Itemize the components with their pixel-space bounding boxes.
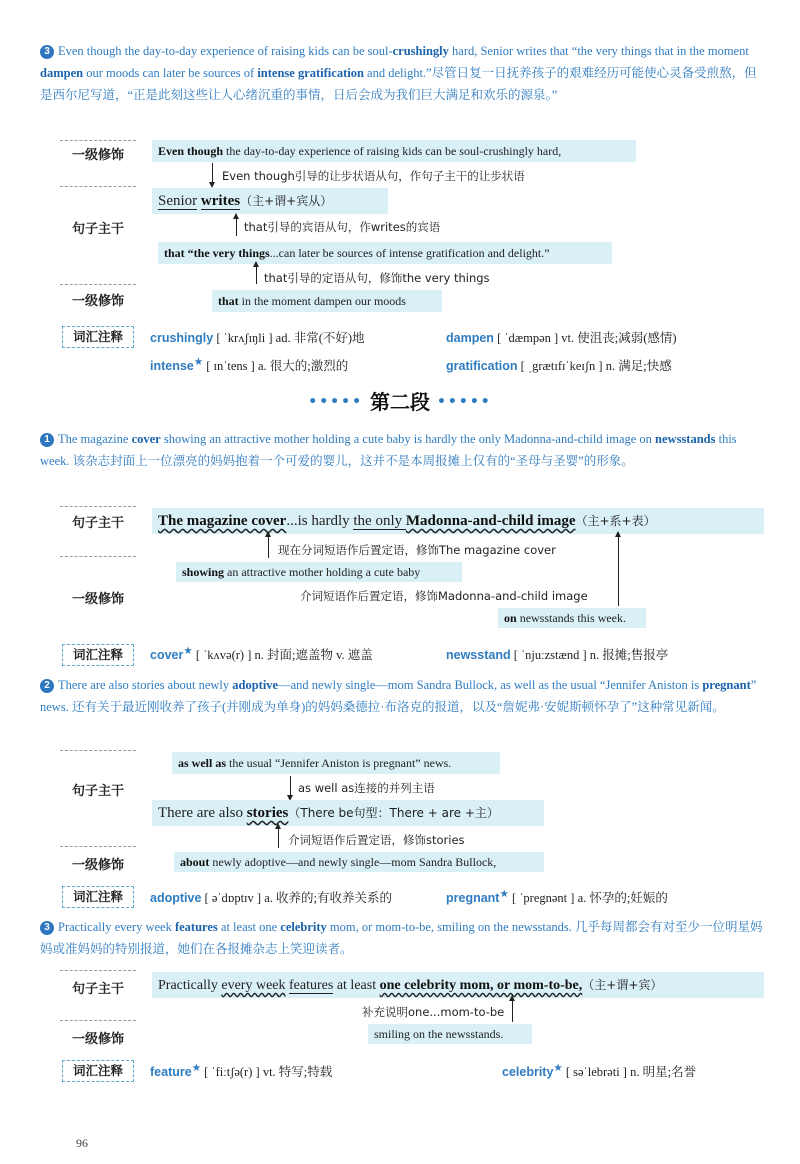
diagram-note: 介词短语作后置定语，修饰Madonna-and-child image — [300, 589, 588, 603]
paragraph-2-sentence-3: 3 Practically every week features at least one celebrity mom, or mom-to-be, smiling on the newsstands. 几乎每周都会有对至少一位明星妈妈或准妈妈的特别报道，她们在各报摊杂志上笑迎读者。 — [40, 920, 763, 956]
vocab-entry: feature★ [ ˈfiːtʃə(r) ] vt. 特写;特载 — [150, 1063, 333, 1080]
star-icon: ★ — [183, 646, 193, 657]
diagram-note: that引导的宾语从句，作writes的宾语 — [244, 220, 441, 234]
star-icon: ★ — [499, 889, 509, 900]
diagram-modifier-clause: about newly adoptive—and newly single—mom Sandra Bullock, — [180, 855, 497, 869]
diagram-main-clause: Senior writes（主+谓+宾从） — [158, 193, 333, 209]
diagram-note: as well as连接的并列主语 — [298, 781, 435, 795]
paragraph-2-sentence-2: 2 There are also stories about newly adoptive—and newly single—mom Sandra Bullock, as well as the usual “Jennifer Aniston is pregnant” news. 还有关于最近刚收养了孩子(并刚成为单身)的妈妈桑德拉·布洛克的报道，以及“詹妮弗·安妮斯顿怀孕了”这种常见新闻。 — [40, 678, 757, 714]
diagram-note: Even though引导的让步状语从句，作句子主干的让步状语 — [222, 169, 525, 183]
diagram-object-clause: that “the very things...can later be sources of intense gratification and delight.” — [164, 246, 550, 260]
diagram-modifier-clause: that in the moment dampen our moods — [218, 294, 406, 308]
diagram-note: 现在分词短语作后置定语，修饰The magazine cover — [278, 543, 556, 557]
diagram-note: 介词短语作后置定语，修饰stories — [288, 833, 465, 847]
vocab-entry: newsstand [ ˈnjuːzstænd ] n. 报摊;售报亭 — [446, 648, 669, 662]
diagram-label-main: 句子主干 — [71, 222, 124, 237]
vocab-entry: celebrity★ [ səˈlebrəti ] n. 明星;名誉 — [502, 1063, 697, 1080]
diagram-note: that引导的定语从句，修饰the very things — [264, 271, 490, 285]
diagram-label-main: 句子主干 — [71, 784, 124, 799]
vocab-entry: intense★ [ ɪnˈtens ] a. 很大的;激烈的 — [150, 357, 349, 374]
diagram-label-main: 句子主干 — [71, 516, 124, 531]
vocab-tag: 词汇注释 — [62, 1060, 134, 1082]
diagram-label-modifier: 一级修饰 — [71, 1032, 124, 1047]
decorative-dots-icon: ••••• — [308, 394, 364, 410]
vocab-tag: 词汇注释 — [62, 886, 134, 908]
sentence-number-badge: 3 — [40, 45, 54, 59]
chinese-translation: 还有关于最近刚收养了孩子(并刚成为单身)的妈妈桑德拉·布洛克的报道，以及“詹妮弗·安妮斯顿怀孕了”这种常见新闻。 — [71, 700, 725, 714]
diagram-modifier-clause: showing an attractive mother holding a cute baby — [182, 565, 421, 579]
diagram-main-clause: The magazine cover...is hardly the only Madonna-and-child image（主+系+表） — [158, 513, 656, 529]
diagram-modifier-clause: on newsstands this week. — [504, 611, 627, 625]
vocab-entry: gratification [ ˌgrætɪfɪˈkeɪʃn ] n. 满足;快感 — [446, 359, 672, 373]
diagram-label-modifier: 一级修饰 — [71, 148, 124, 163]
vocab-entry: adoptive [ əˈdɒptɪv ] a. 收养的;有收养关系的 — [150, 891, 392, 905]
diagram-modifier-clause: Even though the day-to-day experience of raising kids can be soul-crushingly hard, — [158, 144, 562, 158]
diagram-label-modifier: 一级修饰 — [71, 294, 124, 309]
paragraph-1-sentence-3: 3 Even though the day-to-day experience of raising kids can be soul-crushingly hard, Senior writes that “the very things that in the moment dampen our moods can later be sources of intense gratification and delight.”尽管日复一日抚养孩子的艰难经历可能使心灵备受煎熬，但是西尔尼写道，“正是此刻这些让人心绪沉重的事情，日后会成为我们巨大满足和欢乐的源泉。” — [40, 44, 757, 102]
sentence-number-badge: 3 — [40, 921, 54, 935]
page-number: 96 — [76, 1136, 88, 1150]
diagram-main-clause: Practically every week features at least one celebrity mom, or mom-to-be,（主+谓+宾） — [158, 978, 663, 993]
diagram-label-modifier: 一级修饰 — [71, 592, 124, 607]
star-icon: ★ — [553, 1063, 563, 1074]
star-icon: ★ — [193, 357, 204, 368]
diagram-label-main: 句子主干 — [71, 982, 124, 997]
vocab-entry: cover★ [ ˈkʌvə(r) ] n. 封面;遮盖物 v. 遮盖 — [150, 646, 373, 663]
diagram-label-modifier: 一级修饰 — [71, 858, 124, 873]
diagram-note: 补充说明one...mom-to-be — [362, 1005, 505, 1019]
star-icon: ★ — [191, 1063, 202, 1074]
vocab-entry: crushingly [ ˈkrʌʃɪŋli ] ad. 非常(不好)地 — [150, 331, 365, 345]
chinese-translation: 该杂志封面上一位漂亮的妈妈抱着一个可爱的婴儿，这并不是本周报摊上仅有的“圣母与圣婴”的形象。 — [72, 454, 634, 468]
vocab-entry: dampen [ ˈdæmpən ] vt. 使沮丧;减弱(感情) — [446, 331, 677, 345]
chinese-translation: 尽管日复一日抚养孩子的艰难经历可能使心灵备受煎熬，但是西尔尼写道，“正是此刻这些让人心绪沉重的事情，日后会成为我们巨大满足和欢乐的源泉。” — [40, 66, 757, 102]
vocab-tag: 词汇注释 — [62, 326, 134, 348]
paragraph-2-sentence-1: 1 The magazine cover showing an attractive mother holding a cute baby is hardly the only Madonna-and-child image on newsstands this week. 该杂志封面上一位漂亮的妈妈抱着一个可爱的婴儿，这并不是本周报摊上仅有的“圣母与圣婴”的形象。 — [40, 432, 737, 468]
section-heading: ••••• 第二段 ••••• — [308, 390, 492, 414]
diagram-coordinate-subject: as well as the usual “Jennifer Aniston is pregnant” news. — [178, 756, 452, 770]
diagram-main-clause: There are also stories（There be句型：There + are +主） — [158, 805, 499, 821]
vocab-tag: 词汇注释 — [62, 644, 134, 666]
sentence-number-badge: 1 — [40, 433, 54, 447]
sentence-number-badge: 2 — [40, 679, 54, 693]
diagram-modifier-clause: smiling on the newsstands. — [374, 1027, 504, 1041]
chinese-translation: 几乎每周都会有对至少一位明星妈妈或准妈妈的特别报道，她们在各报摊杂志上笑迎读者。 — [40, 920, 763, 956]
decorative-dots-icon: ••••• — [436, 394, 492, 410]
vocab-entry: pregnant★ [ ˈpregnənt ] a. 怀孕的;妊娠的 — [446, 889, 668, 906]
